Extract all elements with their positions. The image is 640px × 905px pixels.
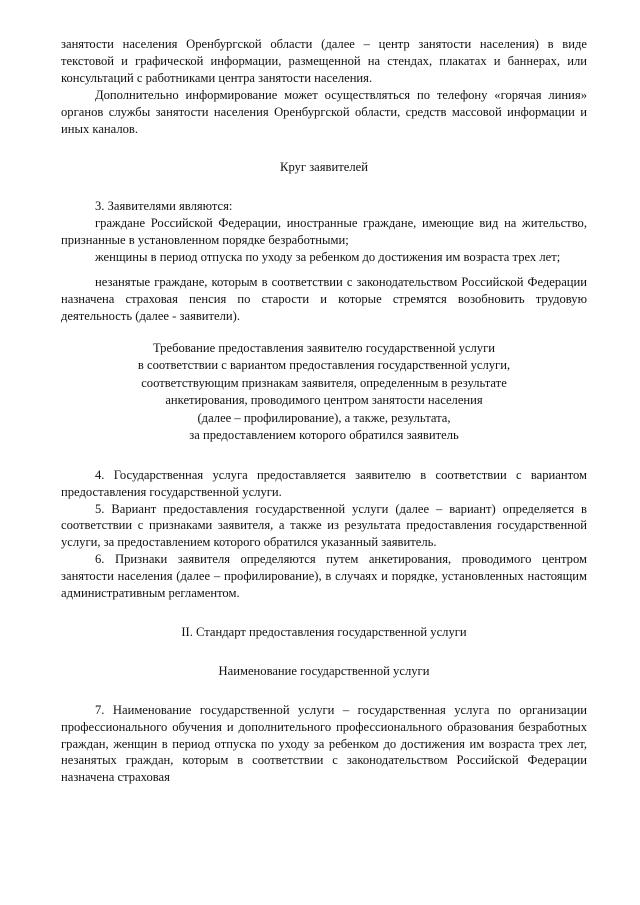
requirement-heading-line-2: в соответствии с вариантом предоставления государственной услуги, bbox=[137, 358, 511, 373]
document-page bbox=[61, 36, 587, 786]
additional-info-paragraph: Дополнительно информирование может осуществляться по телефону «горячая линия» органов службы занятости населения Оренбургской области, средств массовой информации и иных каналов. bbox=[61, 87, 587, 136]
item-3-line-1: граждане Российской Федерации, иностранные граждане, имеющие вид на жительство, признанные в установленном порядке безработными; bbox=[61, 216, 587, 248]
service-name-heading: Наименование государственной услуги bbox=[218, 663, 430, 678]
item-3-title: 3. Заявителями являются: bbox=[95, 199, 233, 214]
item-7-paragraph: 7. Наименование государственной услуги – государственная услуга по организации профессионального обучения и дополнительного профессионального образования безработных граждан, женщин в период отпуска по уходу за ребенком до достижения им возраста трех лет, незанятых граждан, которым в соответствии с законодательством Российской Федерации назначена страховая bbox=[61, 702, 587, 785]
requirement-heading-line-4: анкетирования, проводимого центром занятости населения bbox=[165, 393, 483, 408]
circle-of-applicants-heading: Круг заявителей bbox=[280, 160, 368, 175]
intro-paragraph: занятости населения Оренбургской области (далее – центр занятости населения) в виде текстовой и графической информации, размещенной на стендах, плакатах и баннерах, или консультаций с работниками центра занятости населения. bbox=[61, 37, 587, 85]
item-3-line-3: незанятые граждане, которым в соответствии с законодательством Российской Федерации назначена страховая пенсия по старости и которые стремятся возобновить трудовую деятельность (далее - заявители). bbox=[61, 274, 587, 323]
requirement-heading-line-5: (далее – профилирование), а также, результата, bbox=[197, 410, 451, 425]
item-5-paragraph: 5. Вариант предоставления государственной услуги (далее – вариант) определяется в соответствии с признаками заявителя, а также из результата предоставления государственной услуги, за предоставлением которого обратился указанный заявитель. bbox=[61, 501, 587, 550]
item-3-line-2: женщины в период отпуска по уходу за ребенком до достижения им возраста трех лет; bbox=[95, 250, 561, 265]
requirement-heading-line-3: соответствующим признакам заявителя, определенным в результате bbox=[141, 375, 507, 390]
requirement-heading-line-1: Требование предоставления заявителю государственной услуги bbox=[152, 340, 496, 355]
requirement-heading-line-6: за предоставлением которого обратился заявитель bbox=[189, 428, 459, 443]
item-6-paragraph: 6. Признаки заявителя определяются путем анкетирования, проводимого центром занятости населения (далее – профилирование), в случаях и порядке, установленных настоящим административным регламентом. bbox=[61, 552, 587, 601]
requirement-heading bbox=[61, 340, 587, 445]
section-2-title: II. Стандарт предоставления государственной услуги bbox=[181, 624, 467, 639]
item-4-paragraph: 4. Государственная услуга предоставляется заявителю в соответствии с вариантом предоставления государственной услуги. bbox=[61, 467, 587, 499]
